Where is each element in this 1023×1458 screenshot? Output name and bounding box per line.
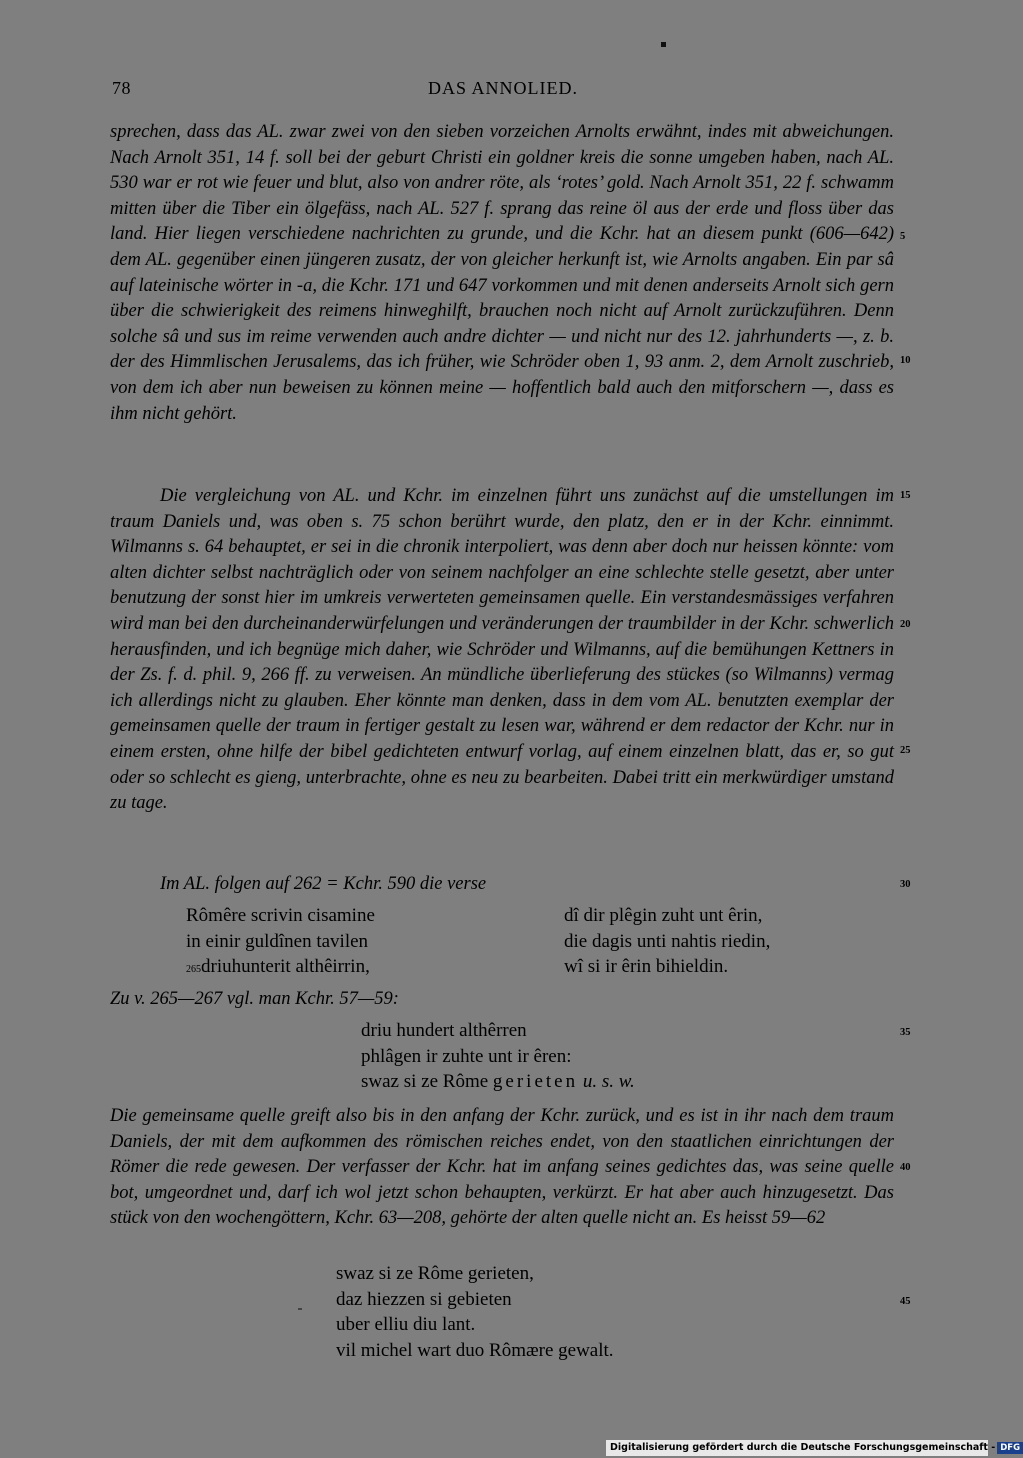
verse-line: wî si ir êrin bihieldin. xyxy=(564,956,729,977)
verse-line xyxy=(186,954,375,983)
verse-block-3 xyxy=(336,1261,614,1363)
footer-text: Digitalisierung gefördert durch die Deutsche Forschungsgemeinschaft - xyxy=(610,1442,996,1453)
running-title: DAS ANNOLIED. xyxy=(428,78,578,98)
verse-block-1-right xyxy=(564,903,770,980)
paragraph-3 xyxy=(110,1104,894,1232)
stray-mark xyxy=(298,1308,302,1310)
printer-mark xyxy=(661,42,666,47)
paragraph-2-text: Die vergleichung von AL. und Kchr. im einzelnen führt uns zunächst auf die umstellungen im traum Daniels und, was oben s. 75 schon berührt wurde, den platz, den er in der Kchr. einnimmt. Wilmanns s. 64 behauptet, er sei in die chronik interpoliert, was denn aber doch nur heissen könnte: vom alten dichter selbst nachträglich oder von seinem nachfolger an eine schlechte stelle gesetzt, aber unter benutzung der sonst hier im umkreis verwerteten gemeinsamen quelle. Ein verstandesmässiges verfahren wird man bei den durcheinanderwürfelungen und veränderungen der traumbilder in der Kchr. schwerlich herausfinden, und ich begnüge mich daher, wie Schröder und Wilmanns, auf die bemühungen Kettners in der Zs. f. d. phil. 9, 266 ff. zu verweisen. An mündliche überlieferung des stückes (so Wilmanns) vermag ich allerdings nicht zu glauben. Eher könnte man denken, dass in dem vom AL. benutzten exemplar der gemeinsamen quelle der traum in fertiger gestalt zu lesen war, während er dem redactor der Kchr. nur in einem ersten, ohne hilfe der bibel gedichteten entwurf vorlag, auf einem einzelnen blatt, das er, so gut oder so schlecht es gieng, unterbrachte, ohne es neu zu bearbeiten. Dabei tritt ein merkwürdiger umstand zu tage. xyxy=(110,486,894,814)
verse-block-1-left xyxy=(186,903,375,983)
line-number: 15 xyxy=(900,490,911,501)
line-number: 20 xyxy=(900,619,911,630)
verse-number: 265 xyxy=(186,964,201,975)
paragraph-1-text: sprechen, dass das AL. zwar zwei von den sieben vorzeichen Arnolts erwähnt, indes mit abweichungen. Nach Arnolt 351, 14 f. soll bei der geburt Christi ein goldner kreis die sonne umgeben haben, nach AL. 530 war er rot wie feuer und blut, also von andrer röte, als ‘rotes’ gold. Nach Arnolt 351, 22 f. schwamm mitten über die Tiber ein ölgefäss, nach AL. 527 f. sprang das reine öl aus der erde und floss über das land. Hier liegen verschiedene nachrichten zu grunde, und die Kchr. hat an diesem punkt (606—642) dem AL. gegenüber einen jüngeren zusatz, der von gleicher herkunft ist, wie Arnolts angaben. Ein par sâ auf lateinische wörter in -a, die Kchr. 171 und 647 vorkommen und mit denen anderseits Arnolt sich gern über die schwierigkeit des reimens hinweghilft, brauchen noch nicht auf Arnolt zurückzuführen. Denn solche sâ und sus im reime verwenden auch andre dichter — und nicht nur des 12. jahrhunderts —, z. b. der des Himmlischen Jerusalems, das ich früher, wie Schröder oben 1, 93 anm. 2, dem Arnolt zuschrieb, von dem ich aber nun beweisen zu können meine — hoffentlich bald auch den mitforschern —, dass es ihm nicht gehört. xyxy=(110,122,894,424)
verse-line: die dagis unti nahtis riedin, xyxy=(564,930,771,952)
verse-line: uber elliu diu lant. xyxy=(336,1314,476,1335)
line-number: 5 xyxy=(900,231,906,242)
verse-line: phlâgen ir zuhte unt ir êren: xyxy=(361,1045,572,1067)
line-number: 35 xyxy=(900,1027,911,1038)
paragraph-2 xyxy=(110,484,894,817)
verse-abbrev: u. s. w. xyxy=(582,1071,635,1092)
verse-line-text: swaz si ze Rôme xyxy=(361,1071,489,1092)
verse-line: Rômêre scrivin cisamine xyxy=(186,905,375,926)
paragraph-1 xyxy=(110,120,894,427)
page-number: 78 xyxy=(112,78,131,98)
verse-line: vil michel wart duo Rômære gewalt. xyxy=(336,1339,614,1361)
line-number: 10 xyxy=(900,355,911,366)
line-number: 30 xyxy=(900,879,911,890)
verse-block-2 xyxy=(361,1018,635,1095)
line-number: 25 xyxy=(900,745,911,756)
line-number: 40 xyxy=(900,1162,911,1173)
spaced-word: gerieten xyxy=(492,1071,579,1092)
verse-line: dî dir plêgin zuht unt êrin, xyxy=(564,905,763,926)
verse-line: driu hundert althêrren xyxy=(361,1020,527,1041)
verse-line-text: driuhunterit althêirrin, xyxy=(201,956,370,977)
verse-line: daz hiezzen si gebieten xyxy=(336,1288,512,1310)
verse-intro-1-text: Im AL. folgen auf 262 = Kchr. 590 die verse xyxy=(160,874,487,894)
verse-line xyxy=(361,1069,635,1095)
verse-intro-2 xyxy=(110,987,610,1013)
verse-line: swaz si ze Rôme gerieten, xyxy=(336,1263,534,1284)
dfg-logo: DFG xyxy=(997,1442,1023,1454)
paragraph-3-text: Die gemeinsame quelle greift also bis in den anfang der Kchr. zurück, und es ist in ihr nach dem traum Daniels, der mit dem aufkommen des römischen reiches endet, von den staatlichen einrichtungen der Römer die rede gewesen. Der verfasser der Kchr. hat im anfang seines gedichtes das, was seine quelle bot, umgeordnet und, darf ich wol jetzt schon behaupten, verkürzt. Er hat aber auch hinzugesetzt. Das stück von den wochengöttern, Kchr. 63—208, gehörte der alten quelle nicht an. Es heisst 59—62 xyxy=(110,1106,894,1229)
line-number: 45 xyxy=(900,1296,911,1307)
digitization-footer xyxy=(606,1440,1021,1456)
verse-intro-2-text: Zu v. 265—267 vgl. man Kchr. 57—59: xyxy=(110,989,399,1009)
verse-intro-1 xyxy=(160,872,760,898)
verse-line: in einir guldînen tavilen xyxy=(186,930,369,952)
